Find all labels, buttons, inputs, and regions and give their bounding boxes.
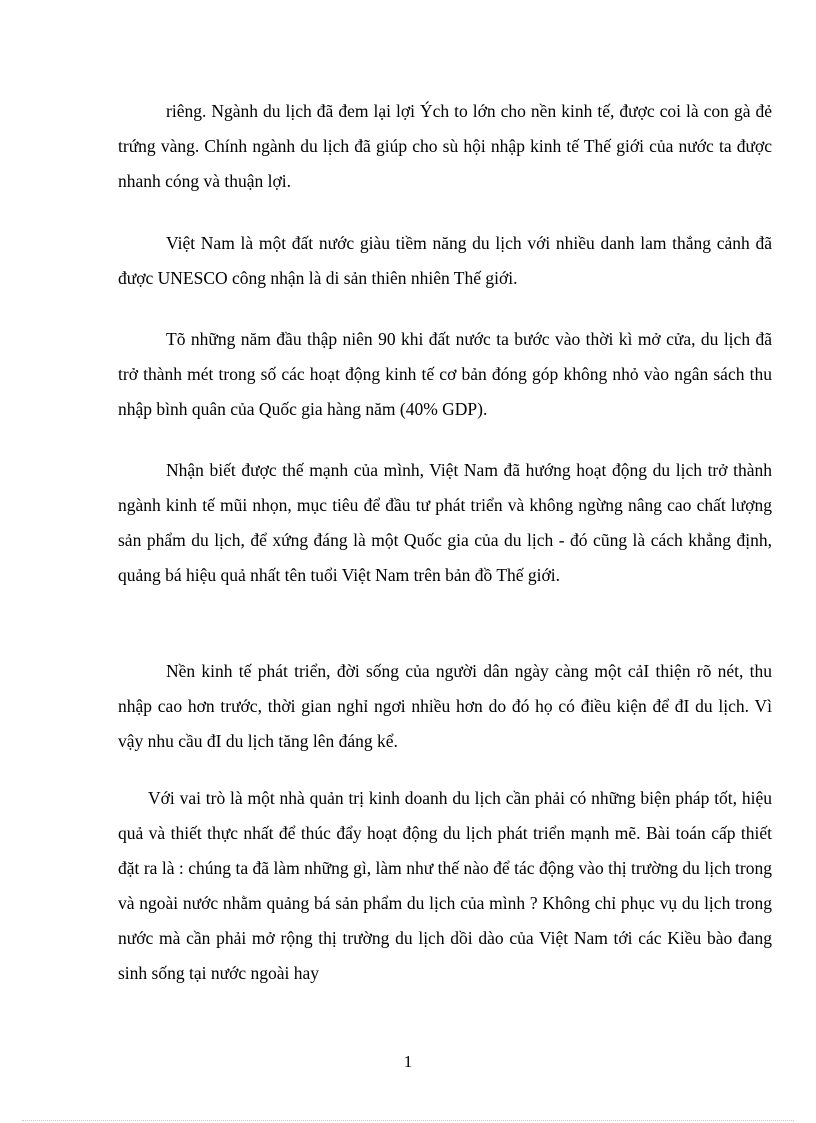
page-divider <box>22 1120 794 1121</box>
page-number: 1 <box>403 1052 413 1071</box>
body-paragraph-2: Việt Nam là một đất nước giàu tiềm năng du lịch với nhiều danh lam thắng cảnh đã được UNESCO công nhận là di sản thiên nhiên Thế giới. <box>118 233 772 288</box>
body-paragraph-4: Nhận biết được thế mạnh của mình, Việt Nam đã hướng hoạt động du lịch trở thành ngành kinh tế mũi nhọn, mục tiêu để đầu tư phát triển và không ngừng nâng cao chất lượng sản phẩm du lịch, để xứng đáng là một Quốc gia của du lịch - đó cũng là cách khẳng định, quảng bá hiệu quả nhất tên tuổi Việt Nam trên bản đồ Thế giới. <box>118 460 772 585</box>
body-paragraph-3: Tõ những năm đầu thập niên 90 khi đất nước ta bước vào thời kì mở cửa, du lịch đã trở thành mét trong số các hoạt động kinh tế cơ bản đóng góp không nhỏ vào ngân sách thu nhập bình quân của Quốc gia hàng năm (40% GDP). <box>118 329 772 419</box>
body-paragraph-1: riêng. Ngành du lịch đã đem lại lợi Ých to lớn cho nền kinh tế, được coi là con gà đẻ trứng vàng. Chính ngành du lịch đã giúp cho sù hội nhập kinh tế Thế giới của nước ta được nhanh cóng và thuận lợi. <box>118 101 772 191</box>
body-paragraph-6: Với vai trò là một nhà quản trị kinh doanh du lịch cần phải có những biện pháp tốt, hiệu quả và thiết thực nhất để thúc đẩy hoạt động du lịch phát triển mạnh mẽ. Bài toán cấp thiết đặt ra là : chúng ta đã làm những gì, làm như thế nào để tác động vào thị trường du lịch trong và ngoài nước nhằm quảng bá sản phẩm du lịch của mình ? Không chỉ phục vụ du lịch trong nước mà cần phải mở rộng thị trường du lịch dồi dào của Việt Nam tới các Kiều bào đang sinh sống tại nước ngoài hay <box>118 788 772 983</box>
body-paragraph-5: Nền kinh tế phát triển, đời sống của người dân ngày càng một cảI thiện rõ nét, thu nhập cao hơn trước, thời gian nghỉ ngơi nhiều hơn do đó họ có điều kiện để đI du lịch. Vì vậy nhu cầu đI du lịch tăng lên đáng kể. <box>118 661 772 751</box>
